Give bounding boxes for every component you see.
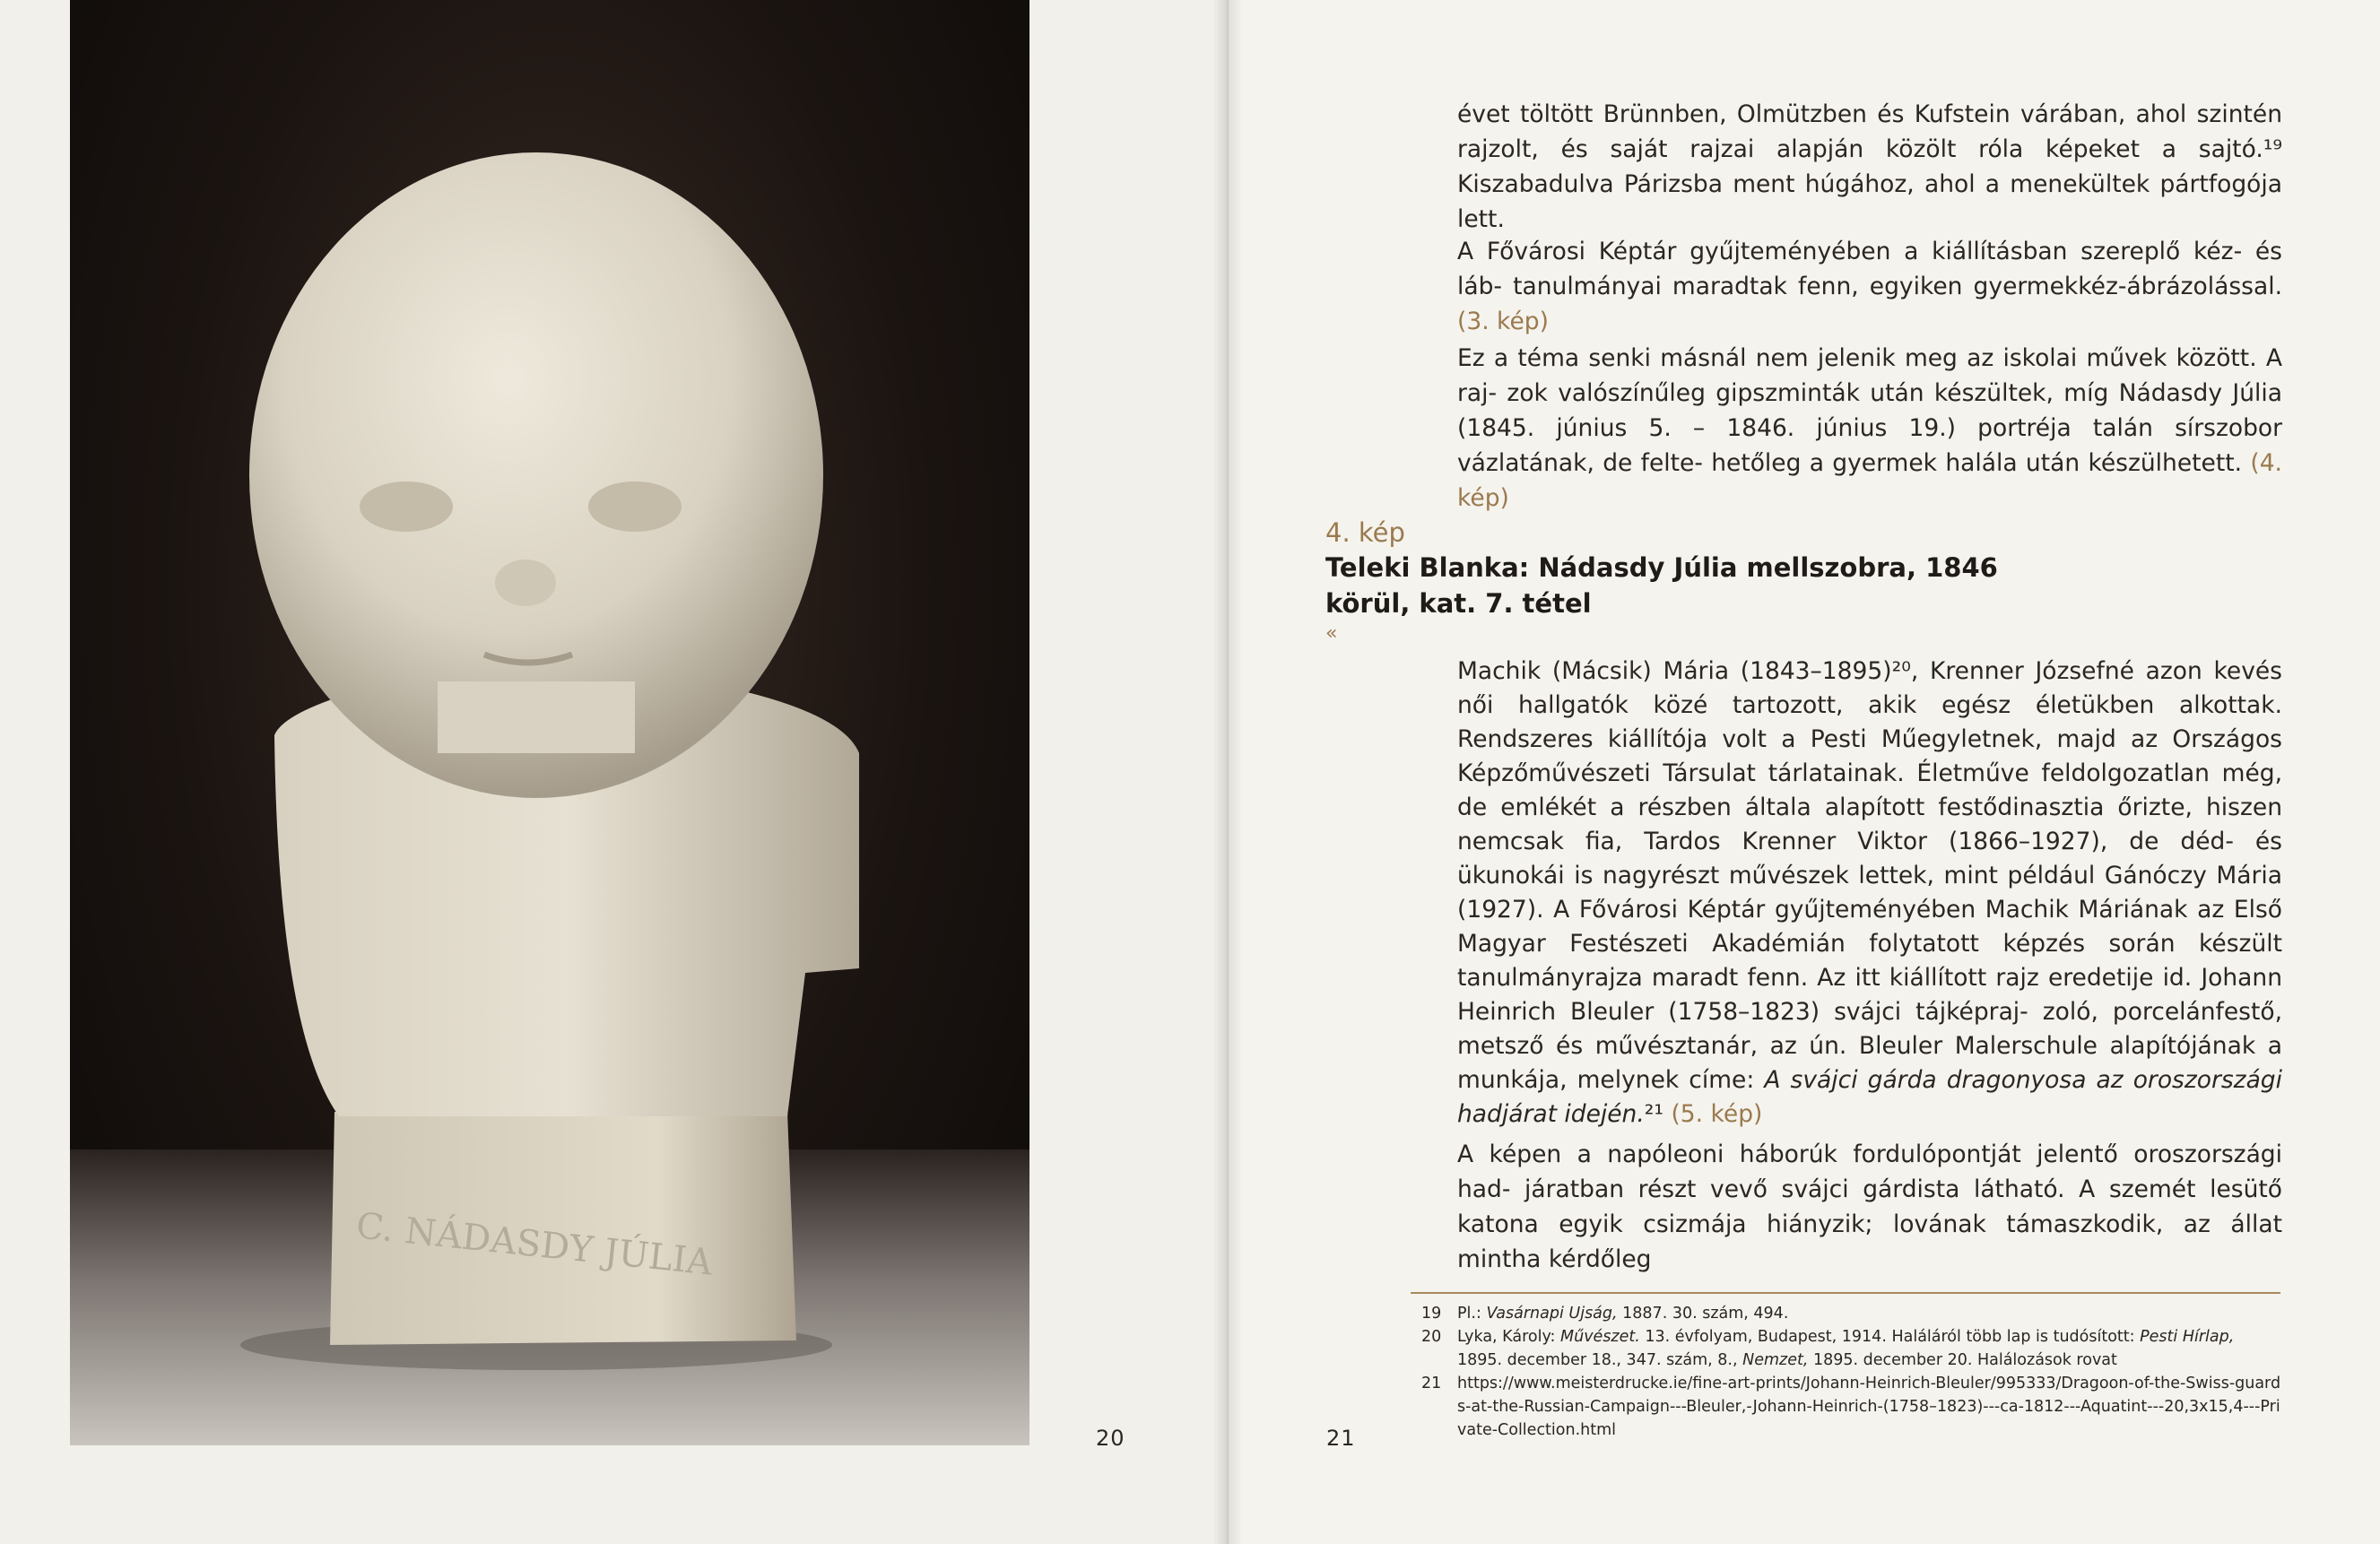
paragraph-2-text: A Fővárosi Képtár gyűjteményében a kiállításban szereplő kéz- és láb- tanulmányai maradtak fenn, egyiken gyermekkéz-ábrázolással. bbox=[1457, 238, 2282, 300]
figure-ref-5[interactable]: (5. kép) bbox=[1671, 1100, 1763, 1128]
figure-caption bbox=[1325, 516, 2007, 646]
footnote-19 bbox=[1421, 1302, 2282, 1325]
paragraph-2 bbox=[1457, 234, 2282, 339]
bust-left-eye bbox=[360, 481, 453, 532]
footnote-20 bbox=[1421, 1325, 2282, 1372]
footnote-source: Pesti Hírlap, bbox=[2140, 1328, 2235, 1346]
footnote-text: 1895. december 18., 347. szám, 8., bbox=[1457, 1351, 1743, 1369]
bust-photograph bbox=[70, 0, 1029, 1445]
paragraph-1: évet töltött Brünnben, Olmützben és Kufstein várában, ahol szintén rajzolt, és saját rajzai alapján közölt róla képeket a sajtó.¹⁹ Kiszabadulva Párizsba ment húgához, ahol a menekültek pártfogója lett. bbox=[1457, 100, 2282, 233]
footnote-number: 20 bbox=[1421, 1328, 1442, 1346]
caption-number: 4. kép bbox=[1325, 517, 1405, 548]
footnote-divider bbox=[1411, 1292, 2280, 1294]
bust-right-eye bbox=[588, 481, 682, 532]
footnote-source: Művészet. bbox=[1560, 1328, 1640, 1346]
paragraph-5: A képen a napóleoni háborúk fordulópontját jelentő oroszországi had- járatban részt vevő svájci gárdista látható. A szemét lesütő katona egyik csizmája hiányzik; lovának támaszkodik, az állat mintha kérdőleg bbox=[1457, 1141, 2282, 1273]
footnote-text: 13. évfolyam, Budapest, 1914. Haláláról több lap is tudósított: bbox=[1639, 1328, 2141, 1346]
book-gutter bbox=[1212, 0, 1243, 1544]
pedestal-inscription: C. NÁDASDY JÚLIA bbox=[353, 1205, 715, 1284]
footnote-marker-21: ²¹ bbox=[1644, 1100, 1672, 1128]
page-number-left: 20 bbox=[1096, 1426, 1125, 1451]
footnote-number: 19 bbox=[1421, 1305, 1442, 1323]
footnote-text: 1895. december 20. Halálozások rovat bbox=[1808, 1351, 2117, 1369]
page-number-right: 21 bbox=[1326, 1426, 1356, 1451]
paragraph-3-text: Ez a téma senki másnál nem jelenik meg az iskolai művek között. A raj- zok valószínűleg gipszminták után készültek, míg Nádasdy Júlia (1845. június 5. – 1846. június 19.) portréja talán sírszobor vázlatának, de felte- hetőleg a gyermek halála után készülhetett. bbox=[1457, 344, 2282, 477]
caption-title: Teleki Blanka: Nádasdy Júlia mellszobra, 1846 körül, kat. 7. tétel bbox=[1325, 552, 1998, 619]
artwork-title: A svájci gárda dragonyosa az oroszországi hadjárat idején. bbox=[1457, 1066, 2282, 1128]
footnote-21 bbox=[1421, 1372, 2282, 1442]
footnote-source: Vasárnapi Ujság, bbox=[1486, 1305, 1618, 1323]
footnote-number: 21 bbox=[1421, 1375, 1442, 1392]
footnote-text: 1887. 30. szám, 494. bbox=[1617, 1305, 1789, 1323]
figure-ref-4[interactable]: (4. kép) bbox=[1457, 449, 2282, 512]
footnote-text: Lyka, Károly: bbox=[1457, 1328, 1560, 1346]
paragraph-4 bbox=[1457, 655, 2282, 1132]
paragraph-3 bbox=[1457, 341, 2282, 516]
bust-nose bbox=[495, 559, 556, 606]
footnotes bbox=[1421, 1302, 2282, 1442]
footnote-url-link[interactable]: https://www.meisterdrucke.ie/fine-art-prints/Johann-Heinrich-Bleuler/995333/Dragoon-of-the-Swiss-guards-at-the-Russian-Campaign---Bleuler,-Johann-Heinrich-(1758–1823)---ca-1812---Aquatint---20,3x15,4---Private-Collection.html bbox=[1457, 1375, 2281, 1439]
caption-arrow-icon: « bbox=[1325, 622, 1338, 645]
footnote-text: Pl.: bbox=[1457, 1305, 1487, 1323]
footnote-source: Nemzet, bbox=[1742, 1351, 1809, 1369]
bust-neck bbox=[438, 681, 635, 753]
bust-sculpture-image bbox=[70, 0, 1029, 1445]
figure-ref-3[interactable]: (3. kép) bbox=[1457, 308, 1549, 335]
paragraph-4-text: Machik (Mácsik) Mária (1843–1895)²⁰, Krenner Józsefné azon kevés női hallgatók közé tartozott, akik egész életükben alkottak. Rendszeres kiállítója volt a Pesti Műegyletnek, majd az Országos Képzőművészeti Társulat tárlatainak. Életműve feldolgozatlan még, de emlékét a részben általa alapított festődinasztia őrizte, hiszen nemcsak fia, Tardos Krenner Viktor (1866–1927), de déd- és ükunokái is nagyrészt művészek lettek, mint például Gánóczy Mária (1927). A Fővárosi Képtár gyűjteményében Machik Máriának az Első Magyar Festészeti Akadémián folytatott képzés során készült tanulmányrajza maradt fenn. Az itt kiállított rajz eredetije id. Johann Heinrich Bleuler (1758–1823) svájci tájképraj- zoló, porcelánfestő, metsző és művésztanár, az ún. Bleuler Malerschule alapítójának a munkája, melynek címe: bbox=[1457, 657, 2282, 1094]
